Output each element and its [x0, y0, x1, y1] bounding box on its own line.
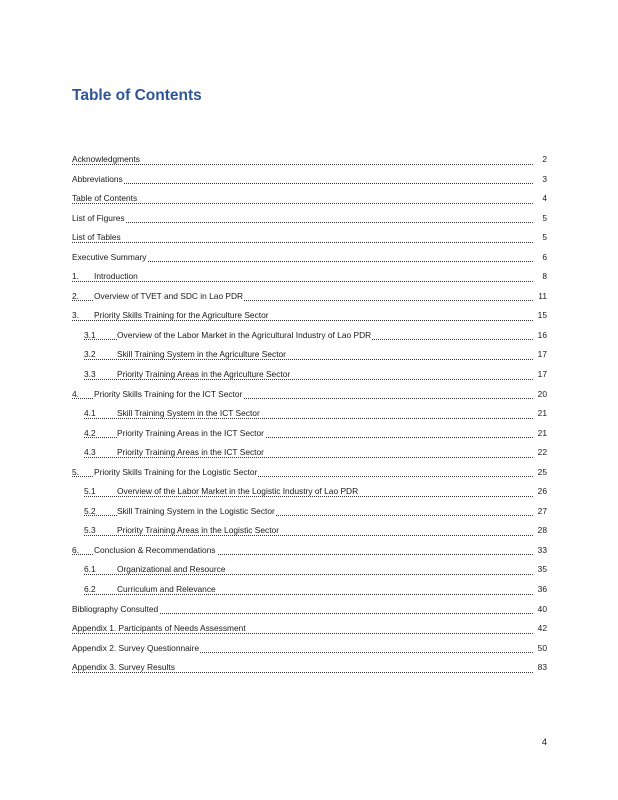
- toc-entry[interactable]: [72, 170, 547, 190]
- toc-entry-page: 3: [541, 170, 547, 190]
- toc-entry-title: Overview of the Labor Market in the Logistic Industry of Lao PDR: [117, 486, 359, 497]
- toc-entry-number: 5.3: [84, 525, 96, 536]
- toc-entry[interactable]: [72, 639, 547, 659]
- page-number: 4: [541, 737, 547, 748]
- toc-entry-page: 42: [537, 619, 547, 639]
- toc-entry-page: 83: [537, 658, 547, 678]
- toc-entry[interactable]: [84, 424, 547, 444]
- toc-entry-page: 5: [541, 228, 547, 248]
- toc-entry-number: 5.: [72, 466, 79, 477]
- toc-entry-page: 2: [541, 150, 547, 170]
- toc-entry-number: 6.1: [84, 564, 96, 575]
- toc-entry[interactable]: [84, 326, 547, 346]
- toc-entry-number: 4.1: [84, 408, 96, 419]
- dot-leader: [84, 359, 533, 360]
- toc-entry[interactable]: [72, 619, 547, 639]
- toc-entry[interactable]: [84, 580, 547, 600]
- toc-entry-title: Skill Training System in the Agriculture Sector: [117, 349, 286, 360]
- dot-leader: [72, 222, 533, 223]
- toc-entry-title: Executive Summary: [72, 251, 147, 262]
- toc-entry-page: 5: [541, 209, 547, 229]
- toc-entry-page: 35: [537, 560, 547, 580]
- toc-entry[interactable]: [72, 385, 547, 405]
- toc-entry-title: Appendix 3. Survey Results: [72, 662, 175, 673]
- toc-entry-title: Appendix 2. Survey Questionnaire: [72, 642, 200, 653]
- toc-entry-title: Introduction: [94, 271, 138, 282]
- toc-entry[interactable]: [84, 502, 547, 522]
- toc-entry[interactable]: [72, 287, 547, 307]
- toc-entry-page: 25: [537, 463, 547, 483]
- toc-entry[interactable]: [72, 209, 547, 229]
- toc-entry-title: Skill Training System in the ICT Sector: [117, 408, 260, 419]
- toc-entry-page: 33: [537, 541, 547, 561]
- toc-entry[interactable]: [84, 443, 547, 463]
- toc-entry-page: 6: [541, 248, 547, 268]
- toc-entry-page: 17: [537, 365, 547, 385]
- toc-entry-page: 11: [537, 287, 547, 307]
- dot-leader: [72, 320, 533, 321]
- toc-entry[interactable]: [72, 600, 547, 620]
- toc-entry[interactable]: [84, 560, 547, 580]
- dot-leader: [72, 164, 533, 165]
- toc-entry[interactable]: [72, 463, 547, 483]
- toc-entry-title: Abbreviations: [72, 173, 123, 184]
- toc-entry-title: Priority Training Areas in the ICT Sector: [117, 427, 264, 438]
- toc-entry-page: 40: [537, 600, 547, 620]
- toc-entry[interactable]: [72, 228, 547, 248]
- toc-entry-number: 6.2: [84, 584, 96, 595]
- toc-entry-title: Priority Training Areas in the ICT Sector: [117, 447, 264, 458]
- toc-entry-title: Conclusion & Recommendations: [94, 544, 216, 555]
- toc-entry-title: Overview of the Labor Market in the Agricultural Industry of Lao PDR: [117, 329, 372, 340]
- toc-entry-number: 2.: [72, 290, 79, 301]
- toc-entry-page: 16: [537, 326, 547, 346]
- toc-entry-title: List of Figures: [72, 212, 125, 223]
- toc-entry-page: 21: [537, 404, 547, 424]
- toc-entry-number: 5.1: [84, 486, 96, 497]
- toc-entry[interactable]: [84, 482, 547, 502]
- toc-entry-title: Bibliography Consulted: [72, 603, 159, 614]
- dot-leader: [72, 281, 533, 282]
- toc-entry-title: Priority Training Areas in the Logistic Sector: [117, 525, 279, 536]
- toc-entry-page: 36: [537, 580, 547, 600]
- toc-entry[interactable]: [72, 189, 547, 209]
- toc-entry[interactable]: [84, 404, 547, 424]
- toc-entry-page: 17: [537, 345, 547, 365]
- dot-leader: [72, 203, 533, 204]
- toc-entry-number: 4.3: [84, 447, 96, 458]
- toc-entry-page: 8: [541, 267, 547, 287]
- toc-entry[interactable]: [72, 248, 547, 268]
- toc-entry-page: 50: [537, 639, 547, 659]
- toc-entry-title: Priority Skills Training for the Agriculture Sector: [94, 310, 269, 321]
- toc-entry[interactable]: [72, 306, 547, 326]
- toc-entry[interactable]: [72, 150, 547, 170]
- toc-entry-title: Appendix 1. Participants of Needs Assessment: [72, 623, 246, 634]
- dot-leader: [72, 242, 533, 243]
- toc-entry-number: 5.2: [84, 505, 96, 516]
- toc-entry[interactable]: [84, 345, 547, 365]
- dot-leader: [72, 183, 533, 184]
- page-title: Table of Contents: [72, 87, 202, 104]
- toc-entry-number: 3.: [72, 310, 79, 321]
- toc-list: [72, 150, 547, 678]
- toc-entry-page: 27: [537, 502, 547, 522]
- toc-entry-page: 15: [537, 306, 547, 326]
- dot-leader: [84, 574, 533, 575]
- toc-entry-page: 20: [537, 385, 547, 405]
- toc-entry[interactable]: [72, 658, 547, 678]
- toc-entry-page: 28: [537, 521, 547, 541]
- toc-entry-number: 4.: [72, 388, 79, 399]
- toc-entry-number: 6.: [72, 544, 79, 555]
- toc-entry-title: Skill Training System in the Logistic Sector: [117, 505, 275, 516]
- toc-entry-page: 26: [537, 482, 547, 502]
- toc-entry-title: Curriculum and Relevance: [117, 584, 216, 595]
- toc-entry-title: Priority Skills Training for the Logistic Sector: [94, 466, 258, 477]
- toc-entry-title: Overview of TVET and SDC in Lao PDR: [94, 290, 244, 301]
- toc-entry-number: 3.2: [84, 349, 96, 360]
- toc-entry-number: 4.2: [84, 427, 96, 438]
- toc-entry-title: List of Tables: [72, 232, 121, 243]
- toc-entry-page: 4: [541, 189, 547, 209]
- toc-entry[interactable]: [72, 267, 547, 287]
- toc-entry-title: Priority Skills Training for the ICT Sector: [94, 388, 243, 399]
- dot-leader: [84, 535, 533, 536]
- toc-entry-title: Organizational and Resource: [117, 564, 226, 575]
- toc-entry-page: 21: [537, 424, 547, 444]
- toc-entry-number: 3.1: [84, 329, 96, 340]
- toc-entry[interactable]: [84, 521, 547, 541]
- toc-entry[interactable]: [84, 365, 547, 385]
- toc-entry[interactable]: [72, 541, 547, 561]
- toc-entry-number: 3.3: [84, 369, 96, 380]
- toc-entry-title: Table of Contents: [72, 193, 138, 204]
- toc-entry-title: Priority Training Areas in the Agriculture Sector: [117, 369, 291, 380]
- toc-entry-page: 22: [537, 443, 547, 463]
- toc-entry-number: 1.: [72, 271, 79, 282]
- toc-entry-title: Acknowledgments: [72, 154, 140, 164]
